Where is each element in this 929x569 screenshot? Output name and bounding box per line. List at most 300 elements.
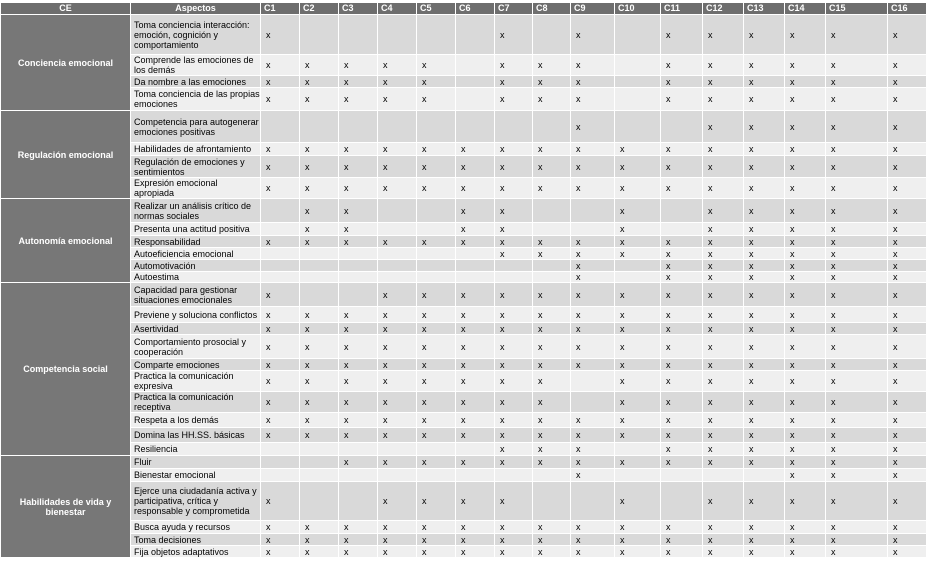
mark-cell-c3: x (339, 456, 378, 469)
mark-cell-c6: x (456, 156, 495, 178)
table-row (1, 199, 927, 223)
table-row (1, 392, 927, 413)
header-row (1, 3, 927, 15)
mark-cell-c9: x (571, 111, 615, 143)
mark-cell-c7: x (495, 88, 533, 111)
mark-cell-c1: x (261, 521, 300, 534)
mark-cell-c7: x (495, 15, 533, 55)
mark-cell-c5: x (417, 428, 456, 443)
mark-cell-c6 (456, 15, 495, 55)
mark-cell-c15: x (826, 359, 888, 371)
mark-cell-c16: x (888, 482, 927, 521)
mark-cell-c1: x (261, 178, 300, 199)
aspect-label: Toma decisiones (131, 534, 261, 546)
mark-cell-c11: x (661, 371, 703, 392)
mark-cell-c6: x (456, 199, 495, 223)
table-row (1, 55, 927, 76)
mark-cell-c16: x (888, 55, 927, 76)
aspect-label: Ejerce una ciudadanía activa y participativa, crítica y responsable y comprometida (131, 482, 261, 521)
mark-cell-c6: x (456, 392, 495, 413)
mark-cell-c6: x (456, 335, 495, 359)
mark-cell-c1 (261, 272, 300, 283)
mark-cell-c8: x (533, 335, 571, 359)
header-c3: C3 (339, 3, 378, 15)
mark-cell-c2 (300, 111, 339, 143)
aspect-label: Comparte emociones (131, 359, 261, 371)
mark-cell-c11: x (661, 156, 703, 178)
mark-cell-c7: x (495, 156, 533, 178)
mark-cell-c4: x (378, 156, 417, 178)
mark-cell-c15: x (826, 55, 888, 76)
mark-cell-c11: x (661, 428, 703, 443)
mark-cell-c1: x (261, 55, 300, 76)
header-aspectos: Aspectos (131, 3, 261, 15)
mark-cell-c12: x (703, 15, 744, 55)
mark-cell-c14: x (785, 428, 826, 443)
table-row (1, 323, 927, 335)
mark-cell-c15: x (826, 260, 888, 272)
header-ce: CE (1, 3, 131, 15)
mark-cell-c13: x (744, 323, 785, 335)
mark-cell-c8: x (533, 236, 571, 248)
mark-cell-c10: x (615, 371, 661, 392)
mark-cell-c5: x (417, 371, 456, 392)
mark-cell-c3 (339, 260, 378, 272)
mark-cell-c1 (261, 223, 300, 236)
aspect-label: Busca ayuda y recursos (131, 521, 261, 534)
aspect-label: Realizar un análisis crítico de normas sociales (131, 199, 261, 223)
mark-cell-c16: x (888, 335, 927, 359)
mark-cell-c8: x (533, 456, 571, 469)
ce-group-label: Conciencia emocional (1, 15, 131, 111)
mark-cell-c7: x (495, 323, 533, 335)
aspect-label: Fija objetos adaptativos (131, 546, 261, 558)
aspect-label: Resiliencia (131, 443, 261, 456)
header-c2: C2 (300, 3, 339, 15)
mark-cell-c6: x (456, 223, 495, 236)
mark-cell-c1 (261, 248, 300, 260)
mark-cell-c5 (417, 199, 456, 223)
mark-cell-c9: x (571, 236, 615, 248)
mark-cell-c5: x (417, 307, 456, 323)
table-row (1, 88, 927, 111)
mark-cell-c10: x (615, 521, 661, 534)
mark-cell-c2: x (300, 392, 339, 413)
mark-cell-c11: x (661, 359, 703, 371)
mark-cell-c14: x (785, 469, 826, 482)
mark-cell-c16: x (888, 156, 927, 178)
mark-cell-c1: x (261, 236, 300, 248)
mark-cell-c15: x (826, 428, 888, 443)
mark-cell-c15: x (826, 15, 888, 55)
aspect-label: Practica la comunicación expresiva (131, 371, 261, 392)
mark-cell-c9: x (571, 521, 615, 534)
mark-cell-c16: x (888, 143, 927, 156)
header-c9: C9 (571, 3, 615, 15)
mark-cell-c7: x (495, 534, 533, 546)
mark-cell-c15: x (826, 156, 888, 178)
mark-cell-c12: x (703, 482, 744, 521)
mark-cell-c9: x (571, 143, 615, 156)
header-c10: C10 (615, 3, 661, 15)
mark-cell-c8: x (533, 521, 571, 534)
mark-cell-c14: x (785, 521, 826, 534)
mark-cell-c11 (661, 199, 703, 223)
mark-cell-c5: x (417, 392, 456, 413)
table-row (1, 307, 927, 323)
table-row (1, 178, 927, 199)
mark-cell-c11: x (661, 546, 703, 558)
mark-cell-c3 (339, 15, 378, 55)
mark-cell-c12: x (703, 272, 744, 283)
mark-cell-c3 (339, 482, 378, 521)
mark-cell-c1: x (261, 283, 300, 307)
aspect-label: Comprende las emociones de los demás (131, 55, 261, 76)
mark-cell-c7: x (495, 178, 533, 199)
mark-cell-c9: x (571, 260, 615, 272)
mark-cell-c8: x (533, 534, 571, 546)
mark-cell-c11: x (661, 335, 703, 359)
mark-cell-c10: x (615, 546, 661, 558)
mark-cell-c14: x (785, 482, 826, 521)
mark-cell-c16: x (888, 199, 927, 223)
mark-cell-c15: x (826, 272, 888, 283)
mark-cell-c11: x (661, 88, 703, 111)
mark-cell-c16: x (888, 521, 927, 534)
mark-cell-c1: x (261, 143, 300, 156)
mark-cell-c13: x (744, 283, 785, 307)
mark-cell-c13: x (744, 55, 785, 76)
mark-cell-c10: x (615, 392, 661, 413)
mark-cell-c13: x (744, 456, 785, 469)
header-c15: C15 (826, 3, 888, 15)
mark-cell-c2: x (300, 359, 339, 371)
mark-cell-c9 (571, 392, 615, 413)
mark-cell-c9: x (571, 534, 615, 546)
table-row (1, 534, 927, 546)
table-row (1, 359, 927, 371)
mark-cell-c9 (571, 482, 615, 521)
mark-cell-c15: x (826, 76, 888, 88)
mark-cell-c12 (703, 469, 744, 482)
mark-cell-c16: x (888, 546, 927, 558)
table-row (1, 76, 927, 88)
mark-cell-c7: x (495, 335, 533, 359)
mark-cell-c7: x (495, 428, 533, 443)
mark-cell-c15: x (826, 392, 888, 413)
mark-cell-c4: x (378, 55, 417, 76)
mark-cell-c5: x (417, 323, 456, 335)
mark-cell-c14: x (785, 223, 826, 236)
mark-cell-c3: x (339, 521, 378, 534)
mark-cell-c2: x (300, 428, 339, 443)
mark-cell-c7: x (495, 371, 533, 392)
mark-cell-c7 (495, 260, 533, 272)
mark-cell-c14: x (785, 456, 826, 469)
mark-cell-c7: x (495, 248, 533, 260)
mark-cell-c4: x (378, 143, 417, 156)
mark-cell-c11: x (661, 76, 703, 88)
aspect-label: Respeta a los demás (131, 413, 261, 428)
mark-cell-c7: x (495, 359, 533, 371)
mark-cell-c12: x (703, 443, 744, 456)
mark-cell-c3: x (339, 371, 378, 392)
mark-cell-c1: x (261, 156, 300, 178)
mark-cell-c7 (495, 111, 533, 143)
competencias-table (1, 3, 927, 558)
mark-cell-c5: x (417, 534, 456, 546)
mark-cell-c2 (300, 248, 339, 260)
mark-cell-c10: x (615, 534, 661, 546)
mark-cell-c16: x (888, 469, 927, 482)
mark-cell-c8 (533, 482, 571, 521)
mark-cell-c14: x (785, 55, 826, 76)
table-row (1, 428, 927, 443)
aspect-label: Capacidad para gestionar situaciones emocionales (131, 283, 261, 307)
mark-cell-c13: x (744, 156, 785, 178)
table-row (1, 260, 927, 272)
mark-cell-c10 (615, 111, 661, 143)
table-row (1, 248, 927, 260)
mark-cell-c2: x (300, 413, 339, 428)
mark-cell-c3: x (339, 546, 378, 558)
mark-cell-c2: x (300, 223, 339, 236)
mark-cell-c9: x (571, 76, 615, 88)
mark-cell-c9: x (571, 323, 615, 335)
mark-cell-c9 (571, 371, 615, 392)
mark-cell-c2 (300, 15, 339, 55)
mark-cell-c8: x (533, 359, 571, 371)
table-row (1, 456, 927, 469)
mark-cell-c5: x (417, 335, 456, 359)
mark-cell-c10: x (615, 359, 661, 371)
mark-cell-c15: x (826, 335, 888, 359)
mark-cell-c5: x (417, 521, 456, 534)
mark-cell-c8: x (533, 443, 571, 456)
mark-cell-c14: x (785, 111, 826, 143)
mark-cell-c15: x (826, 248, 888, 260)
table-row (1, 223, 927, 236)
mark-cell-c5 (417, 15, 456, 55)
mark-cell-c12: x (703, 260, 744, 272)
mark-cell-c8: x (533, 76, 571, 88)
mark-cell-c12: x (703, 223, 744, 236)
mark-cell-c16: x (888, 413, 927, 428)
mark-cell-c12: x (703, 534, 744, 546)
mark-cell-c4: x (378, 534, 417, 546)
mark-cell-c16: x (888, 236, 927, 248)
mark-cell-c4 (378, 469, 417, 482)
mark-cell-c1: x (261, 76, 300, 88)
mark-cell-c16: x (888, 307, 927, 323)
table-row (1, 143, 927, 156)
mark-cell-c13: x (744, 178, 785, 199)
mark-cell-c1: x (261, 88, 300, 111)
mark-cell-c15: x (826, 223, 888, 236)
mark-cell-c10: x (615, 307, 661, 323)
mark-cell-c7: x (495, 199, 533, 223)
mark-cell-c6 (456, 469, 495, 482)
mark-cell-c9: x (571, 248, 615, 260)
mark-cell-c8: x (533, 248, 571, 260)
mark-cell-c3: x (339, 335, 378, 359)
mark-cell-c14: x (785, 335, 826, 359)
header-c4: C4 (378, 3, 417, 15)
mark-cell-c10: x (615, 323, 661, 335)
mark-cell-c8: x (533, 143, 571, 156)
mark-cell-c13: x (744, 534, 785, 546)
mark-cell-c9: x (571, 55, 615, 76)
mark-cell-c16: x (888, 88, 927, 111)
mark-cell-c15: x (826, 323, 888, 335)
aspect-label: Fluir (131, 456, 261, 469)
mark-cell-c5 (417, 111, 456, 143)
table-header (1, 3, 927, 15)
mark-cell-c8: x (533, 178, 571, 199)
mark-cell-c14: x (785, 443, 826, 456)
mark-cell-c6: x (456, 143, 495, 156)
mark-cell-c2: x (300, 178, 339, 199)
header-c13: C13 (744, 3, 785, 15)
mark-cell-c3 (339, 469, 378, 482)
mark-cell-c1: x (261, 392, 300, 413)
aspect-label: Presenta una actitud positiva (131, 223, 261, 236)
mark-cell-c4: x (378, 371, 417, 392)
mark-cell-c3: x (339, 359, 378, 371)
mark-cell-c7: x (495, 482, 533, 521)
table-row (1, 283, 927, 307)
mark-cell-c14: x (785, 323, 826, 335)
table-row (1, 482, 927, 521)
mark-cell-c12: x (703, 283, 744, 307)
aspect-label: Habilidades de afrontamiento (131, 143, 261, 156)
mark-cell-c16: x (888, 392, 927, 413)
mark-cell-c13: x (744, 371, 785, 392)
mark-cell-c2 (300, 260, 339, 272)
mark-cell-c3: x (339, 413, 378, 428)
mark-cell-c7 (495, 469, 533, 482)
mark-cell-c3: x (339, 323, 378, 335)
mark-cell-c8: x (533, 88, 571, 111)
mark-cell-c13: x (744, 307, 785, 323)
mark-cell-c5: x (417, 456, 456, 469)
mark-cell-c8 (533, 199, 571, 223)
mark-cell-c14: x (785, 199, 826, 223)
mark-cell-c11: x (661, 236, 703, 248)
mark-cell-c5 (417, 248, 456, 260)
table-body (1, 15, 927, 558)
table-row (1, 111, 927, 143)
mark-cell-c9: x (571, 443, 615, 456)
mark-cell-c6: x (456, 283, 495, 307)
mark-cell-c7: x (495, 546, 533, 558)
mark-cell-c3: x (339, 88, 378, 111)
mark-cell-c12: x (703, 88, 744, 111)
mark-cell-c11: x (661, 323, 703, 335)
mark-cell-c16: x (888, 76, 927, 88)
aspect-label: Regulación de emociones y sentimientos (131, 156, 261, 178)
mark-cell-c15: x (826, 307, 888, 323)
mark-cell-c10 (615, 272, 661, 283)
mark-cell-c7: x (495, 456, 533, 469)
mark-cell-c6: x (456, 546, 495, 558)
mark-cell-c14: x (785, 236, 826, 248)
mark-cell-c11 (661, 111, 703, 143)
mark-cell-c6 (456, 260, 495, 272)
mark-cell-c10: x (615, 223, 661, 236)
mark-cell-c9: x (571, 88, 615, 111)
mark-cell-c8: x (533, 392, 571, 413)
mark-cell-c4: x (378, 359, 417, 371)
mark-cell-c16: x (888, 223, 927, 236)
mark-cell-c1: x (261, 482, 300, 521)
table-row (1, 469, 927, 482)
table-row (1, 413, 927, 428)
mark-cell-c11: x (661, 178, 703, 199)
mark-cell-c2: x (300, 143, 339, 156)
mark-cell-c2: x (300, 88, 339, 111)
mark-cell-c14: x (785, 156, 826, 178)
mark-cell-c12: x (703, 76, 744, 88)
mark-cell-c1 (261, 469, 300, 482)
mark-cell-c9: x (571, 469, 615, 482)
mark-cell-c7: x (495, 283, 533, 307)
mark-cell-c15: x (826, 413, 888, 428)
mark-cell-c6 (456, 443, 495, 456)
mark-cell-c8: x (533, 323, 571, 335)
mark-cell-c8: x (533, 55, 571, 76)
mark-cell-c12: x (703, 307, 744, 323)
mark-cell-c2 (300, 482, 339, 521)
table-row (1, 443, 927, 456)
mark-cell-c15: x (826, 482, 888, 521)
mark-cell-c13: x (744, 15, 785, 55)
aspect-label: Asertividad (131, 323, 261, 335)
mark-cell-c1 (261, 111, 300, 143)
mark-cell-c2: x (300, 307, 339, 323)
header-c14: C14 (785, 3, 826, 15)
mark-cell-c14: x (785, 283, 826, 307)
mark-cell-c15: x (826, 546, 888, 558)
mark-cell-c6: x (456, 323, 495, 335)
mark-cell-c1: x (261, 413, 300, 428)
aspect-label: Expresión emocional apropiada (131, 178, 261, 199)
mark-cell-c14: x (785, 272, 826, 283)
mark-cell-c4: x (378, 392, 417, 413)
mark-cell-c11 (661, 223, 703, 236)
mark-cell-c15: x (826, 443, 888, 456)
mark-cell-c13: x (744, 428, 785, 443)
mark-cell-c1: x (261, 359, 300, 371)
mark-cell-c8 (533, 272, 571, 283)
table-row (1, 156, 927, 178)
mark-cell-c1 (261, 199, 300, 223)
mark-cell-c9: x (571, 359, 615, 371)
mark-cell-c15: x (826, 143, 888, 156)
header-c1: C1 (261, 3, 300, 15)
mark-cell-c5 (417, 223, 456, 236)
mark-cell-c2 (300, 456, 339, 469)
mark-cell-c10: x (615, 482, 661, 521)
mark-cell-c1: x (261, 307, 300, 323)
mark-cell-c9: x (571, 15, 615, 55)
mark-cell-c14: x (785, 15, 826, 55)
mark-cell-c11 (661, 469, 703, 482)
mark-cell-c4 (378, 15, 417, 55)
mark-cell-c6: x (456, 236, 495, 248)
mark-cell-c13: x (744, 392, 785, 413)
mark-cell-c10: x (615, 413, 661, 428)
